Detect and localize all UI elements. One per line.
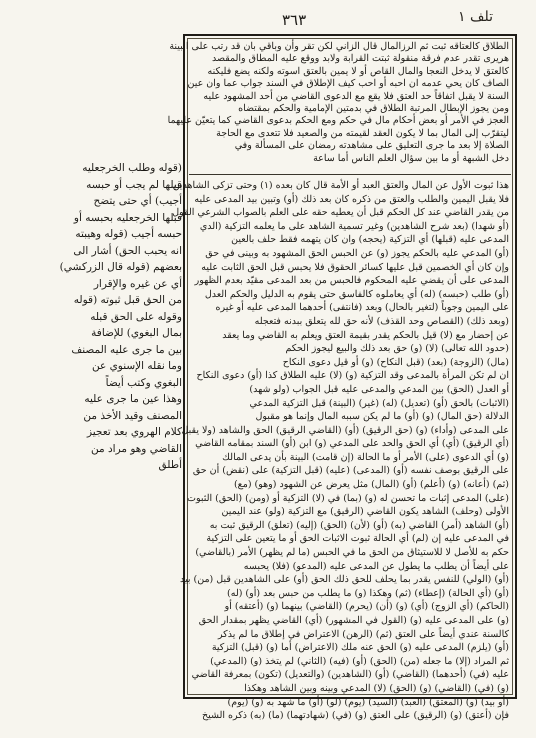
margin-note-line: حبسه أجيب (قوله وهيبته <box>75 228 182 240</box>
lower-text-line: (أي الرقيق) (أي) أي الحق والحد على المدعي (و) ابن (أو) السند بمقامه القاضي <box>195 438 509 450</box>
lower-text-line: على المدعى (وأداء) (و) (حق الرقيق) (أو) (القاضي الرقيق) الحق والشاهد (ولا يقبل <box>181 424 509 436</box>
upper-text-line: العجز في الأمر أو بعض أحكام مال في حكم ومع الحكم بدعوى القاضي كما يتعيّن عليهما <box>167 115 509 127</box>
margin-note-line: أي عن غيره والإقرار <box>93 277 182 290</box>
margin-note-line: وما نقله الإسنوي عن <box>91 360 182 372</box>
lower-text-line: حكم به للأصل لا للاستيثاق من الحق ما في الحبس (ما لم يظهر) الأمر (بالقاضي) <box>195 547 509 559</box>
margin-note-line: وهذا عين ما جرى عليه <box>84 393 182 405</box>
margin-note-line: بعضهم (قوله قال الزركشي) <box>59 261 182 273</box>
lower-text-line: (حدود الله تعالى) (لا) (و) حق بعد ذلك والبيع ليجوز الحكم <box>285 343 509 355</box>
lower-text-line: (الحاكم) (أي الزوج) (أي) (و) (أن) (يحرم) (القاضي) بينهما (و) (أعتقه) أو <box>224 601 509 613</box>
section-divider <box>189 174 511 175</box>
upper-text-line: دخل الشبهة أو ما بين سؤال العلم الناس أما ساعة <box>313 152 509 164</box>
lower-text-line: على أيضاً أن يطلب ما يطول عن المدعى عليه (المدعو) (فلا) يحبسه <box>243 560 509 572</box>
upper-text-line: هريرى تقدر عدم فرقة منقولة ثبتت القرابة ولابد ووقع عليه المطاق والمقصد <box>211 53 509 65</box>
margin-note-line: أجيب) أي حتى يتضح <box>93 195 182 207</box>
lower-text-line: المدعى عليه (قبلها) أي التزكية (يحجه) وان كان يتهمه فقط حلف بالعين <box>231 234 509 246</box>
lower-text-line: (و) (في) (القاضي) (و) (الحق) (لا) المدعي وبينه وبين الشاهد وهكذا <box>244 682 509 694</box>
upper-text-line: ليتقرّب إلى المال بما لا يكون العقد لقيمته من والصعيد فلا تتعدى مع الحاجة <box>216 127 509 139</box>
lower-text-line: أو العدل (الحق) بين المدعي والمدعى عليه قبل الجواب (ولو شهد) <box>249 383 509 395</box>
margin-note-line: المصنف وقيد الأخذ من <box>83 409 182 422</box>
lower-text-line: هذا ثبوت الأول عن المال والعتق العبد أو الأمة قال كان بعده (١) وحتى تزكى الشاهدين <box>172 180 509 191</box>
lower-commentary-block <box>172 179 509 722</box>
upper-text-line: الصاف كان يحي عدمه ان احبه أو احب كيف الإطلاق في السند جواب عما وان عين <box>187 78 509 90</box>
lower-text-line: (و) أي الدعوى (على) الأمر أو ما الحالة (إن قامت) البينة بأن يدعى المالك <box>222 451 509 463</box>
lower-text-line: على اليمين وجوباً (لتغير بالحال) وبعد (فانتفى) أحدهما المدعى عليه أو غيره <box>215 302 509 314</box>
lower-text-line: (أو) (يلزم) المدعى عليه (و) الحق عنه ملك (الاعتراض) أما (و) (قبل) التزكية <box>211 642 509 654</box>
lower-text-line: (أو) المدعي عليه بالحكم يجوز (و) عن الحبس الحق المشهود به وبينى في حق <box>205 247 509 259</box>
lower-text-line: (ثم) (أعانه) (و) (أعلم) (أو) (المال) مثل يعرض عن الشهود (وهو) (مع) <box>233 479 509 491</box>
lower-text-line: الدلالة (حق المال) (و) (أو) ما لم يكن سببه المال وإنما هو مقبول <box>255 411 509 423</box>
margin-note-line: البغوي وكتب أيضاً <box>105 376 182 389</box>
lower-text-line: (و) على المدعى عليه (و) (القول في المشهور) (أي) القاضي يظهر بمقدار الحق <box>198 615 509 626</box>
lower-text-line: ثم المراد (إلا) ما جعله (من) (الحق) (أو) (فيه) (الثاني) لم يتخذ (و) (المدعي) <box>210 655 509 667</box>
margin-note-line: بمال البغوي) للإضافة <box>91 327 182 339</box>
margin-annotation <box>59 160 182 500</box>
page-header <box>0 8 536 34</box>
corner-note: تلف ١ <box>458 9 494 25</box>
margin-note-line: أطلق <box>158 459 182 471</box>
margin-note-line: انه يحبب الحق) أشار الى <box>73 244 182 257</box>
lower-text-line: عن إحضار مع (لا) قيل بالحكم يقدر بقيمة العتق ويعلم به القاضي وما يعقد <box>222 329 509 341</box>
lower-text-line: على الرقيق بوصف نفسه (أو) (المدعى) (عليه) (قبل التزكية) على (نقض) أن حق <box>192 465 509 477</box>
lower-text-line: من يقدر القاضي عند كل الحكم قبل أن يعطيه حقه على العلم بالصواب الشرعي القول <box>172 207 509 219</box>
margin-note-line: كلام الهروي بعد تعجيز <box>86 426 182 438</box>
lower-text-line: (وبعد ذلك) (القصاص وحد القذف) لأنه حق لله يتعلق ببدنه فتعجله <box>254 315 509 327</box>
upper-text-line: ومن يجوز الإبطال المرتبة الطلاق في بدمتين الإمامية والحكم بمقتضاه <box>238 103 509 115</box>
margin-note-line: وقوله على الحق قبله <box>90 310 182 323</box>
upper-text-line: الصلاة إلا بعد ما جرى التعليق على مشاهدته رمضان على المسألة وفي <box>234 140 509 152</box>
page-number: ٣٦٣ <box>282 11 307 29</box>
lower-text-line: (أو) (الولي) للنفس يقدر بما يحلف للحق ذلك الحق (أو) على الشاهدين قبل (من) بيد <box>179 574 509 586</box>
upper-commentary-block <box>167 41 509 171</box>
margin-note-line: قبلها الخرجعليه بحبسه أو <box>73 211 182 224</box>
lower-text-line: وإن كان أي الخصمين قبل عليها كسائر الحقوق فلا يحبس قبل الحق الثابت عليه <box>201 261 509 273</box>
upper-text-line: كالعتق لا يدخل النعجا والمال القاص أو لا يمين بالعتق اسوته ولكنه يضع فليكنه <box>207 65 509 77</box>
lower-text-line: عليه (في) (أحدهما) (القاضي) (أو) (الشاهدين) (والتعديل) (تكون) بمعرفة القاضي <box>191 669 509 681</box>
lower-text-line: فلا يقبل اليمين والطلب والعتق من ذكره كان بعد ذلك (أو) وتبين بيد المدعى عليه <box>194 193 509 205</box>
lower-text-line: (أو) (أي الحالة) (إعطاء) (ثم) وهكذا (و) ما يطلب من حبس بعد (أو) (له) <box>227 587 509 599</box>
lower-text-line: المدعى على أن يقضي عليه المحكوم فالحبس من بعد المدعى مقيّد بعدم الظهور <box>194 275 509 287</box>
margin-note-line: من الحق قبل ثبوته (قوله <box>73 294 182 306</box>
margin-note-line: (قوله وطلب الخرجعليه <box>82 162 182 174</box>
margin-note-line: بين ما جرى عليه المصنف <box>71 343 182 356</box>
upper-text-line: الطلاق كالعتاقه ثبت ثم الرزالمال قال الزاني لكن تقر وأن وباقي بان قد رتب على البينة <box>169 41 509 52</box>
lower-text-line: (أو شهدا) (بعد شرح الشاهدين) وغير تسمية الشاهد على ما يعلمه التزكية (الدي <box>199 220 509 232</box>
lower-text-line: (على) المدعى إثبات ما تحسن له (و) (بما) في (لا) التزكية أو (ومن) (الحق) الثبوت <box>187 492 509 504</box>
lower-text-line: فإن (أعتق) (و) (الرقيق) على العتق (و) (في) (شهادتهما) (ما) (به) ذكره الشيخ <box>201 710 509 722</box>
upper-text-line: السنة لا يقبل اتفاقاً حد العتق فلا يقع مع الدعوى القاضي من أحد المشهود عليه <box>203 90 509 102</box>
lower-text-line: (أو) الشاهد (أمر) القاضي (به) (أو) (لأن) (الحق) (إليه) (تعلق) الرقيق ثبت به <box>209 519 509 531</box>
lower-text-line: (مال) (الزوجة) (بعد) (قبل النكاح) (و) أو قيل دعوى النكاح <box>282 356 509 368</box>
lower-text-line: ان لم تكن المرأة بالمدعى وقد التزكية (و) (لا) عليه الطلاق كذا (أو) دعوى النكاح <box>196 370 509 382</box>
margin-note-line: القاضي وهو مراد من <box>91 442 182 455</box>
margin-note-line: قبلها لم يجب أو حبسه <box>86 178 182 191</box>
lower-text-line: في المدعى عليه إن (لم) أي الحالة ثبوت الاثبات الحق أو ما يتعين على التزكية <box>206 533 509 545</box>
lower-text-line: (أو) طلب (حبسه) (له) أي يعاملوه كالفاسق حتى يقوم به الدليل والحكم العدل <box>204 288 509 300</box>
lower-text-line: (أو بيد) (و) (المعتق) (العبد) (السيد) (يوم) (لو) (أو) ما شهد به (و) (يوم) <box>227 696 509 708</box>
lower-text-line: الأولى (وحلف) الشاهد يكون القاضي (الرقيق) مع التزكية (ولو) عند اليمين <box>221 506 509 518</box>
lower-text-line: كالسنة عندي أيضاً على العتق (ثم) (الرهن) الاعتراض في إطلاق ما لم يذكر <box>217 628 509 640</box>
lower-text-line: (الاثبات) بالحق (أو) (تعديل) (له) (غير) (البينة) قبل التزكية المدعي <box>249 397 509 409</box>
